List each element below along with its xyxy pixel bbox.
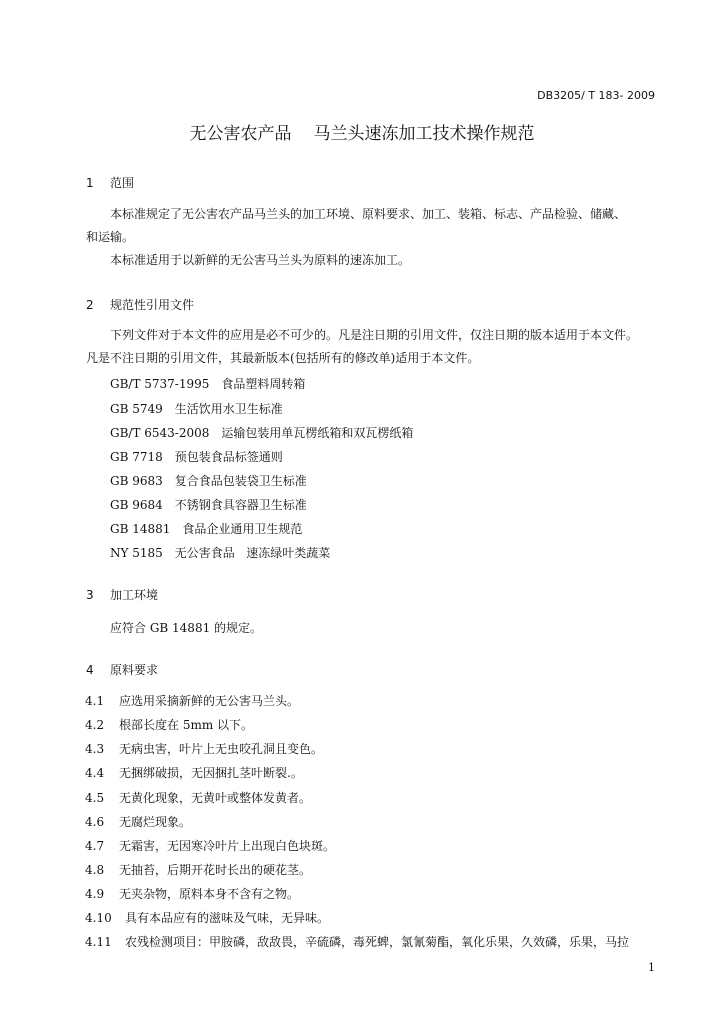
item-text: 无捆绑破损，无因捆扎茎叶断裂.。 — [119, 766, 303, 780]
item-number: 4.1 — [85, 694, 105, 708]
section-number: 1 — [86, 176, 94, 190]
reference-title: 食品企业通用卫生规范 — [182, 522, 303, 536]
requirement-item — [85, 789, 311, 806]
section-1-heading — [86, 174, 134, 191]
reference-title: 复合食品包装袋卫生标准 — [174, 474, 307, 488]
standard-code: DB3205/ T 183- 2009 — [537, 89, 655, 102]
requirement-item — [85, 837, 335, 854]
requirement-item — [85, 764, 303, 781]
section-number: 4 — [86, 663, 94, 677]
reference-title: 预包装食品标签通则 — [174, 450, 283, 464]
reference-code: NY 5185 — [110, 546, 163, 560]
section-4-heading — [86, 661, 158, 678]
section-2-intro-line-2: 凡是不注日期的引用文件，其最新版本(包括所有的修改单)适用于本文件。 — [86, 351, 480, 365]
document-title — [0, 119, 724, 144]
section-1-para-1-line-2: 和运输。 — [86, 230, 135, 244]
section-1-para-1-line-1: 本标准规定了无公害农产品马兰头的加工环境、原料要求、加工、装箱、标志、产品检验、储藏、 — [110, 207, 627, 221]
reference-code: GB 7718 — [110, 450, 163, 464]
requirement-item — [85, 692, 299, 709]
section-3-text: 应符合 GB 14881 的规定。 — [110, 621, 263, 635]
requirement-item — [85, 813, 191, 830]
item-text: 无抽苔，后期开花时长出的硬花茎。 — [119, 863, 312, 877]
requirement-item — [85, 740, 323, 757]
reference-code: GB/T 6543-2008 — [110, 426, 210, 440]
title-part-2: 马兰头速冻加工技术操作规范 — [313, 124, 535, 144]
item-text: 无霜害，无因寒冷叶片上出现白色块斑。 — [119, 839, 336, 853]
section-title: 原料要求 — [110, 663, 159, 677]
reference-title: 生活饮用水卫生标准 — [174, 402, 283, 416]
reference-code: GB 9683 — [110, 474, 163, 488]
item-text: 无夹杂物，原料本身不含有之物。 — [119, 887, 300, 901]
item-number: 4.7 — [85, 839, 105, 853]
item-number: 4.8 — [85, 863, 105, 877]
requirement-item — [85, 885, 299, 902]
item-text: 根部长度在 5mm 以下。 — [119, 718, 254, 732]
section-title: 范围 — [110, 176, 135, 190]
reference-code: GB 9684 — [110, 498, 163, 512]
reference-item — [110, 520, 302, 537]
item-text: 无黄化现象，无黄叶或整体发黄者。 — [119, 791, 312, 805]
item-text: 应选用采摘新鲜的无公害马兰头。 — [119, 694, 300, 708]
section-2-heading — [86, 296, 194, 313]
reference-item — [110, 496, 307, 513]
section-2-intro-line-1: 下列文件对于本文件的应用是必不可少的。凡是注日期的引用文件，仅注日期的版本适用于本文件。 — [110, 328, 639, 342]
title-part-1: 无公害农产品 — [189, 124, 292, 144]
requirement-item — [85, 933, 629, 950]
section-number: 3 — [86, 588, 94, 602]
item-text: 无腐烂现象。 — [119, 815, 192, 829]
reference-code: GB 5749 — [110, 402, 163, 416]
item-text: 无病虫害，叶片上无虫咬孔洞且变色。 — [119, 742, 324, 756]
reference-item — [110, 472, 307, 489]
item-number: 4.9 — [85, 887, 105, 901]
section-title: 加工环境 — [110, 588, 159, 602]
item-number: 4.4 — [85, 766, 105, 780]
reference-code: GB 14881 — [110, 522, 171, 536]
reference-item — [110, 400, 283, 417]
item-text: 具有本品应有的滋味及气味，无异味。 — [125, 911, 330, 925]
reference-item — [110, 544, 330, 561]
reference-title: 不锈钢食具容器卫生标准 — [174, 498, 307, 512]
reference-title: 食品塑料周转箱 — [221, 377, 306, 391]
section-title: 规范性引用文件 — [110, 298, 195, 312]
section-3-heading — [86, 586, 158, 603]
section-1-para-2: 本标准适用于以新鲜的无公害马兰头为原料的速冻加工。 — [110, 253, 411, 267]
section-number: 2 — [86, 298, 94, 312]
reference-item — [110, 424, 413, 441]
reference-title: 无公害食品 速冻绿叶类蔬菜 — [174, 546, 331, 560]
reference-title: 运输包装用单瓦楞纸箱和双瓦楞纸箱 — [221, 426, 414, 440]
requirement-item — [85, 716, 253, 733]
item-text: 农残检测项目：甲胺磷，敌敌畏，辛硫磷，毒死蜱，氯氰菊酯，氧化乐果，久效磷，乐果，马拉 — [125, 935, 630, 949]
item-number: 4.10 — [85, 911, 112, 925]
reference-item — [110, 448, 283, 465]
requirement-item — [85, 861, 311, 878]
page-number: 1 — [648, 961, 655, 974]
item-number: 4.6 — [85, 815, 105, 829]
item-number: 4.5 — [85, 791, 105, 805]
item-number: 4.3 — [85, 742, 105, 756]
item-number: 4.11 — [85, 935, 112, 949]
requirement-item — [85, 909, 329, 926]
reference-code: GB/T 5737-1995 — [110, 377, 210, 391]
reference-item — [110, 375, 305, 392]
item-number: 4.2 — [85, 718, 105, 732]
